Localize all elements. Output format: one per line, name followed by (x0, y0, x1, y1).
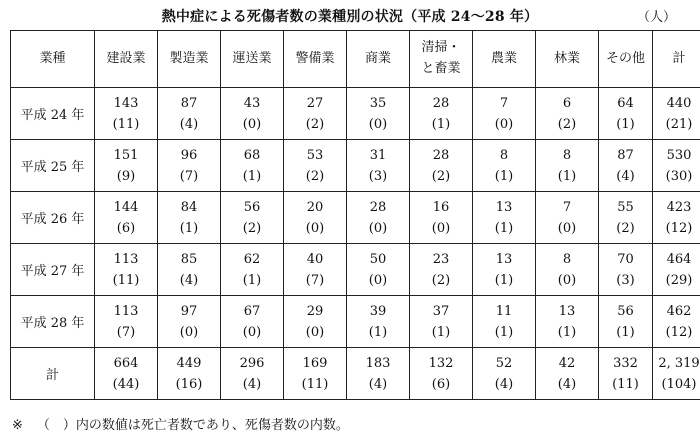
table-cell (284, 348, 347, 400)
table-cell (221, 296, 284, 348)
casualty-count: 423 (666, 199, 692, 215)
casualty-count: 40 (306, 251, 324, 267)
casualty-count: 56 (243, 199, 261, 215)
casualty-count: 143 (113, 95, 139, 111)
death-count: (4) (494, 376, 514, 392)
header-row (11, 31, 700, 88)
death-count: (4) (242, 376, 262, 392)
casualty-count: 462 (666, 303, 692, 319)
casualty-count: 664 (113, 355, 139, 371)
table-cell (221, 244, 284, 296)
column-header-total: 計 (653, 31, 700, 88)
table-cell (158, 244, 221, 296)
casualty-count: 169 (302, 355, 328, 371)
death-count: (3) (616, 272, 635, 288)
table-cell (536, 140, 599, 192)
table-cell (536, 296, 599, 348)
casualty-count: 440 (666, 95, 692, 111)
table-cell (536, 192, 599, 244)
table-cell (347, 140, 410, 192)
table-cell (347, 88, 410, 140)
column-header-line: と畜業 (421, 61, 461, 76)
casualty-count: 87 (617, 147, 634, 163)
death-count: (2) (305, 168, 325, 184)
death-count: (0) (242, 324, 262, 340)
table-row (11, 140, 700, 192)
death-count: (3) (368, 168, 388, 184)
death-count: (29) (665, 272, 693, 288)
death-count: (0) (368, 272, 388, 288)
table-cell (599, 192, 653, 244)
death-count: (11) (612, 376, 639, 392)
column-header-commerce: 商業 (347, 31, 410, 88)
table-cell (599, 348, 653, 400)
table-cell (347, 348, 410, 400)
casualty-count: 55 (617, 199, 634, 215)
death-count: (1) (616, 324, 635, 340)
column-header-manufacturing: 製造業 (158, 31, 221, 88)
table-cell (95, 244, 158, 296)
death-count: (12) (665, 324, 693, 340)
casualty-count: 70 (617, 251, 634, 267)
death-count: (2) (431, 168, 451, 184)
death-count: (0) (368, 116, 388, 132)
casualty-count: 37 (432, 303, 450, 319)
casualty-count: 6 (562, 95, 572, 111)
casualty-count: 56 (617, 303, 634, 319)
death-count: (4) (368, 376, 388, 392)
table-cell (158, 88, 221, 140)
death-count: (1) (431, 116, 451, 132)
death-count: (1) (494, 220, 514, 236)
casualty-count: 332 (613, 355, 638, 371)
table-body (11, 88, 700, 400)
table-cell (599, 88, 653, 140)
casualty-count: 28 (432, 95, 450, 111)
death-count: (0) (179, 324, 199, 340)
casualty-count: 8 (562, 251, 572, 267)
table-cell (158, 296, 221, 348)
death-count: (7) (116, 324, 136, 340)
table-cell (347, 192, 410, 244)
death-count: (4) (179, 272, 199, 288)
casualty-count: 2, 319 (658, 355, 700, 371)
column-header-line: 清掃・ (421, 40, 461, 56)
casualty-count: 85 (180, 251, 198, 267)
table-cell (473, 348, 536, 400)
table-cell (347, 244, 410, 296)
table-cell (95, 348, 158, 400)
death-count: (1) (368, 324, 388, 340)
table-cell (347, 296, 410, 348)
table-cell (158, 192, 221, 244)
table-cell (653, 296, 700, 348)
death-count: (1) (242, 168, 262, 184)
column-header-other: その他 (599, 31, 653, 88)
casualty-count: 20 (306, 199, 324, 215)
death-count: (2) (242, 220, 262, 236)
death-count: (1) (242, 272, 262, 288)
table-cell (473, 140, 536, 192)
casualty-count: 183 (365, 355, 391, 371)
casualty-count: 96 (180, 147, 198, 163)
death-count: (2) (557, 116, 577, 132)
column-header-construction: 建設業 (95, 31, 158, 88)
table-cell (653, 244, 700, 296)
table-title: 熱中症による死傷者数の業種別の状況（平成 24～28 年） (161, 9, 539, 25)
casualty-count: 35 (369, 95, 387, 111)
footnote (12, 414, 349, 433)
death-count: (4) (557, 376, 577, 392)
casualty-count: 13 (495, 199, 513, 215)
casualty-count: 13 (558, 303, 576, 319)
casualty-count: 68 (243, 147, 261, 163)
death-count: (2) (305, 116, 325, 132)
table-cell (599, 296, 653, 348)
death-count: (1) (431, 324, 451, 340)
death-count: (0) (305, 324, 325, 340)
death-count: (0) (305, 220, 325, 236)
casualty-count: 42 (558, 355, 576, 371)
casualty-count: 7 (562, 199, 572, 215)
death-count: (0) (242, 116, 262, 132)
death-count: (2) (431, 272, 451, 288)
casualty-count: 39 (369, 303, 387, 319)
death-count: (0) (557, 272, 577, 288)
casualty-count: 113 (113, 303, 139, 319)
death-count: (0) (368, 220, 388, 236)
table-cell (653, 88, 700, 140)
table-cell (95, 140, 158, 192)
table-cell (410, 192, 473, 244)
death-count: (7) (179, 168, 199, 184)
casualty-count: 464 (666, 251, 692, 267)
table-cell (284, 244, 347, 296)
table-cell (158, 348, 221, 400)
casualty-count: 113 (113, 251, 139, 267)
casualty-count: 151 (113, 147, 139, 163)
table-row (11, 244, 700, 296)
casualty-count: 52 (495, 355, 513, 371)
unit-label: （人） (636, 10, 676, 25)
death-count: (0) (557, 220, 577, 236)
death-count: (0) (494, 116, 514, 132)
table-cell (653, 192, 700, 244)
casualty-count: 7 (499, 95, 509, 111)
death-count: (1) (179, 220, 199, 236)
table-cell (473, 296, 536, 348)
death-count: (2) (616, 220, 635, 236)
death-count: (44) (112, 376, 140, 392)
row-label: 計 (11, 348, 95, 400)
death-count: (11) (112, 116, 140, 132)
table-cell (221, 192, 284, 244)
casualty-count: 64 (617, 95, 634, 111)
casualty-table (10, 30, 700, 400)
casualty-count: 29 (306, 303, 324, 319)
table-cell (221, 140, 284, 192)
column-header-text (410, 38, 472, 80)
table-row (11, 348, 700, 400)
corner-header: 業種 (11, 31, 95, 88)
table-cell (536, 244, 599, 296)
row-label: 平成 26 年 (11, 192, 95, 244)
death-count: (1) (557, 168, 577, 184)
table-cell (410, 244, 473, 296)
casualty-count: 23 (432, 251, 450, 267)
death-count: (1) (557, 324, 577, 340)
casualty-count: 27 (306, 95, 324, 111)
death-count: (6) (116, 220, 136, 236)
table-cell (473, 88, 536, 140)
table-cell (95, 88, 158, 140)
row-label: 平成 24 年 (11, 88, 95, 140)
table-cell (653, 140, 700, 192)
footnote-mark: ※ (12, 418, 23, 433)
death-count: (21) (665, 116, 693, 132)
table-cell (599, 140, 653, 192)
table-cell (158, 140, 221, 192)
table-cell (284, 88, 347, 140)
column-header-forestry: 林業 (536, 31, 599, 88)
table-cell (410, 140, 473, 192)
casualty-count: 28 (369, 199, 387, 215)
casualty-count: 8 (562, 147, 572, 163)
casualty-count: 84 (180, 199, 198, 215)
casualty-count: 67 (243, 303, 261, 319)
death-count: (12) (665, 220, 693, 236)
column-header-transport: 運送業 (221, 31, 284, 88)
casualty-count: 8 (499, 147, 509, 163)
table-row (11, 296, 700, 348)
death-count: (1) (494, 324, 514, 340)
casualty-count: 50 (369, 251, 387, 267)
death-count: (16) (175, 376, 203, 392)
death-count: (4) (616, 168, 635, 184)
table-cell (221, 348, 284, 400)
death-count: (4) (179, 116, 199, 132)
death-count: (6) (431, 376, 451, 392)
table-cell (410, 88, 473, 140)
table-cell (473, 192, 536, 244)
casualty-count: 43 (243, 95, 261, 111)
casualty-count: 449 (176, 355, 202, 371)
row-label: 平成 27 年 (11, 244, 95, 296)
table-cell (284, 140, 347, 192)
casualty-count: 28 (432, 147, 450, 163)
casualty-count: 13 (495, 251, 513, 267)
death-count: (9) (116, 168, 136, 184)
casualty-count: 11 (495, 303, 513, 319)
casualty-count: 31 (369, 147, 387, 163)
table-cell (473, 244, 536, 296)
row-label: 平成 25 年 (11, 140, 95, 192)
death-count: (1) (616, 116, 635, 132)
casualty-count: 144 (113, 199, 139, 215)
death-count: (1) (494, 272, 514, 288)
table-cell (284, 296, 347, 348)
table-cell (599, 244, 653, 296)
casualty-count: 87 (180, 95, 198, 111)
table-row (11, 88, 700, 140)
table-cell (221, 88, 284, 140)
footnote-text: （ ）内の数値は死亡者数であり、死傷者数の内数。 (36, 418, 349, 433)
row-label: 平成 28 年 (11, 296, 95, 348)
death-count: (11) (301, 376, 329, 392)
table-cell (410, 348, 473, 400)
column-header-agriculture: 農業 (473, 31, 536, 88)
table-cell (536, 88, 599, 140)
casualty-count: 296 (239, 355, 265, 371)
death-count: (0) (431, 220, 451, 236)
casualty-count: 530 (666, 147, 692, 163)
casualty-count: 62 (243, 251, 261, 267)
table-cell (284, 192, 347, 244)
casualty-count: 132 (428, 355, 454, 371)
table-cell (536, 348, 599, 400)
casualty-count: 16 (432, 199, 450, 215)
table-row (11, 192, 700, 244)
column-header-cleaning (410, 31, 473, 88)
death-count: (1) (494, 168, 514, 184)
death-count: (30) (665, 168, 693, 184)
table-cell (95, 296, 158, 348)
death-count: (11) (112, 272, 140, 288)
column-header-security: 警備業 (284, 31, 347, 88)
death-count: (104) (661, 376, 697, 392)
table-cell (410, 296, 473, 348)
table-cell (95, 192, 158, 244)
death-count: (7) (305, 272, 325, 288)
casualty-count: 97 (180, 303, 198, 319)
casualty-count: 53 (306, 147, 324, 163)
table-cell (653, 348, 700, 400)
